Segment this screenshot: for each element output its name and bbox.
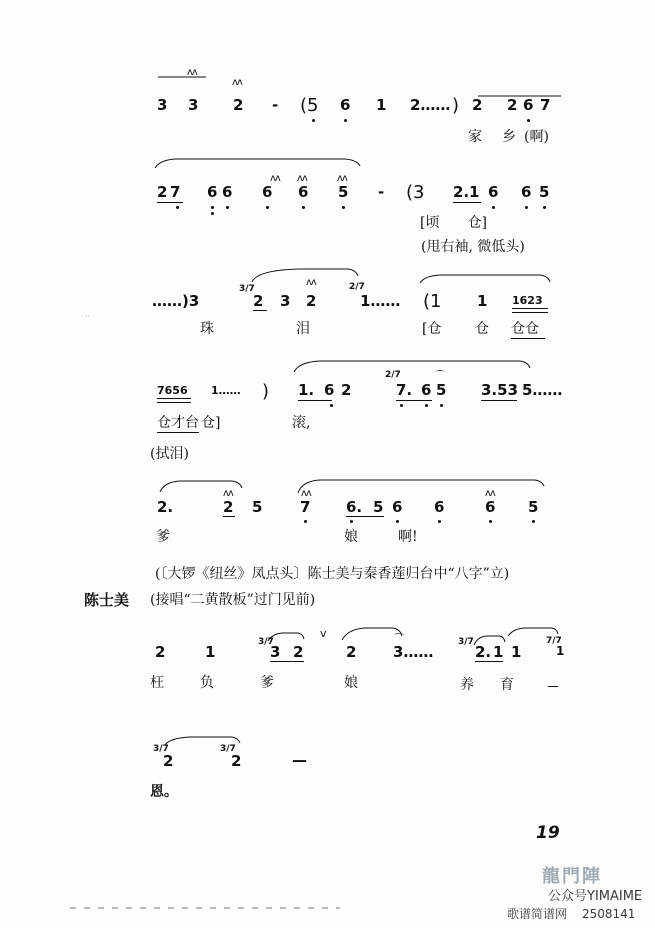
underline: [346, 516, 384, 517]
note: 1.: [298, 381, 315, 399]
note: 2: [507, 96, 518, 114]
underline: [298, 400, 332, 401]
lower-dot: [396, 520, 399, 523]
lyric: 养: [460, 677, 474, 693]
lower-dot: [304, 520, 307, 523]
note: 7656: [157, 384, 188, 397]
note: 1: [469, 183, 480, 201]
underline: [157, 402, 191, 403]
lyric: 家: [468, 129, 482, 145]
lyric: 乡: [502, 129, 516, 145]
lyric: 泪: [296, 321, 310, 337]
underline: [157, 202, 183, 203]
lower-dot: [344, 119, 347, 122]
note: ……)3: [152, 292, 200, 310]
underline: [157, 398, 191, 399]
lyric: 娘: [344, 529, 358, 545]
note: 7: [300, 498, 311, 516]
note: 2.: [475, 643, 492, 661]
lower-dot: [211, 212, 214, 215]
lower-dot: [400, 404, 403, 407]
lower-dot: [489, 520, 492, 523]
watermark-site: 歌谱简谱网: [507, 907, 568, 921]
note: 2: [223, 498, 234, 516]
note: 6: [340, 96, 351, 114]
note: 6.: [346, 498, 363, 516]
note: 6: [324, 381, 335, 399]
note: 6: [207, 183, 218, 201]
grace-note: 2/7: [349, 282, 365, 292]
note: 7.: [396, 381, 413, 399]
percussion-text: [仓: [422, 321, 442, 337]
grace-note: 3/7: [239, 284, 255, 294]
lower-dot: [425, 404, 428, 407]
ornament-mordent: ʌʌ: [223, 488, 233, 499]
lyric: 珠: [200, 321, 214, 337]
note: 2: [163, 752, 174, 770]
note: 6: [523, 96, 534, 114]
note: 5: [252, 498, 263, 516]
note: 2: [253, 292, 264, 310]
note: 3: [270, 643, 281, 661]
note: 2……: [410, 96, 451, 114]
character-name: 陈士美: [84, 591, 130, 609]
note: 1: [477, 292, 488, 310]
slur: [252, 269, 358, 282]
lower-dot: [440, 404, 443, 407]
percussion-text: 仓]: [201, 415, 221, 431]
lower-dot: [211, 206, 214, 209]
ornament-mordent: ʌʌ: [306, 277, 316, 288]
stage-direction: (甩右袖, 微低头): [421, 239, 525, 255]
note: 3: [280, 292, 291, 310]
underline: [223, 516, 235, 517]
lyric: 负: [200, 675, 214, 691]
lower-dot: [525, 206, 528, 209]
note: 1: [376, 96, 387, 114]
percussion-text: [顷 仓]: [420, 215, 487, 231]
note: 2.: [453, 183, 470, 201]
watermark-wechat: 公众号YIMAIME: [548, 889, 643, 904]
underline: [157, 432, 199, 433]
slur: [298, 480, 544, 493]
lower-dot: [226, 206, 229, 209]
note: 2: [306, 292, 317, 310]
grace-note: 3/7: [220, 744, 236, 754]
watermark-logo: 龍門陣: [542, 866, 602, 887]
note: 3: [157, 96, 168, 114]
note: 6: [485, 498, 496, 516]
slur: [342, 628, 402, 640]
dash: -: [272, 96, 279, 114]
lower-dot: [342, 206, 345, 209]
note: 1……: [211, 384, 241, 397]
scan-artifact: [70, 907, 340, 909]
percussion-text: 仓: [475, 321, 489, 337]
note: 3……: [393, 643, 434, 661]
ornament-fermata: ⌒: [435, 371, 444, 382]
lower-dot: [543, 206, 546, 209]
underline: [475, 661, 503, 662]
underline: [396, 400, 432, 401]
note: (5: [300, 95, 319, 116]
grace-note: 3/7: [258, 637, 274, 647]
grace-note: 3/7: [458, 637, 474, 647]
grace-note: 2/7: [385, 370, 401, 380]
note: 2: [231, 752, 242, 770]
dash: -: [378, 183, 385, 201]
page-number: 19: [536, 823, 560, 843]
note: 2: [472, 96, 483, 114]
lower-dot: [438, 520, 441, 523]
ornament-mordent: ʌʌ: [270, 173, 280, 184]
lyric: 滚,: [292, 415, 311, 431]
note: 1: [511, 643, 522, 661]
note: 2: [346, 643, 357, 661]
underline: [511, 338, 545, 339]
percussion-text: 仓才台: [157, 415, 199, 431]
note: (1: [423, 291, 442, 312]
lyric: 恩。: [150, 784, 178, 800]
lower-dot: [312, 119, 315, 122]
note: 1……: [360, 292, 401, 310]
grace-note: 7/7: [546, 636, 562, 646]
note: 5……: [522, 381, 563, 399]
lyric: 枉: [150, 675, 164, 691]
watermark-number: 2508141: [582, 907, 636, 921]
lower-dot: [350, 520, 353, 523]
paren: ): [262, 381, 270, 402]
note: 3: [188, 96, 199, 114]
breath-mark: v: [320, 627, 327, 640]
note: (3: [406, 182, 425, 203]
scan-artifact: ··: [85, 312, 91, 321]
lower-dot: [527, 119, 530, 122]
lower-dot: [266, 206, 269, 209]
note: 7: [540, 96, 551, 114]
underline: [512, 312, 548, 313]
ornament-mordent: ʌʌ: [297, 173, 307, 184]
note: 1: [493, 643, 504, 661]
underline: [270, 661, 304, 662]
dash: —: [292, 751, 307, 769]
paren: ): [452, 95, 460, 116]
note: 6: [222, 183, 233, 201]
note: 1: [556, 644, 565, 658]
note: 2: [157, 183, 168, 201]
underline: [481, 400, 517, 401]
underline: [253, 310, 267, 311]
note: 5: [539, 183, 550, 201]
lyric: 爹: [156, 529, 170, 545]
lyric: 育: [500, 677, 514, 693]
lower-dot: [492, 206, 495, 209]
slur: [155, 159, 360, 168]
ornament-mordent: ʌʌ: [337, 173, 347, 184]
lower-dot: [176, 206, 179, 209]
note: 7: [170, 183, 181, 201]
lower-dot: [330, 404, 333, 407]
note: 2: [341, 381, 352, 399]
direction-text: (〔大锣《纽丝》凤点头〕陈士美与秦香莲归台中“八字”立): [155, 566, 510, 582]
note: 6: [392, 498, 403, 516]
lyric: 娘: [344, 675, 358, 691]
lyric: 爹: [260, 675, 274, 691]
note: 5: [436, 381, 447, 399]
note: 2: [155, 643, 166, 661]
note: 6: [262, 183, 273, 201]
direction-text: (接唱“二黄散板”过门见前): [150, 592, 316, 608]
note: 5: [373, 498, 384, 516]
ornament-mordent: ʌʌ: [232, 77, 242, 88]
note: 5: [528, 498, 539, 516]
note: 6: [421, 381, 432, 399]
ornament-mordent: ʌʌ: [485, 488, 495, 499]
lower-dot: [532, 520, 535, 523]
note: 6: [488, 183, 499, 201]
note: 1623: [512, 294, 543, 307]
note: 2.: [157, 498, 174, 516]
slur: [508, 628, 558, 636]
ornament-mordent: ʌʌ: [187, 67, 197, 78]
lower-dot: [302, 206, 305, 209]
note: 5: [338, 183, 349, 201]
note: 6: [298, 183, 309, 201]
grace-note: 3/7: [153, 744, 169, 754]
note: 2: [233, 96, 244, 114]
underline: [453, 202, 481, 203]
percussion-text: 仓仓: [511, 321, 539, 337]
underline: [512, 308, 548, 309]
slur: [294, 361, 530, 372]
note: 6: [434, 498, 445, 516]
stage-direction: (拭泪): [150, 446, 189, 462]
note: 6: [521, 183, 532, 201]
extension-line: [548, 686, 558, 687]
lyric: (啊): [524, 129, 549, 145]
note: 2: [293, 643, 304, 661]
note: 1: [205, 643, 216, 661]
ornament-mordent: ʌʌ: [301, 488, 311, 499]
lyric: 啊!: [398, 529, 418, 545]
ornament-fermata: ⌒: [394, 634, 403, 645]
note: 3.53: [481, 381, 519, 399]
slur: [420, 275, 550, 283]
